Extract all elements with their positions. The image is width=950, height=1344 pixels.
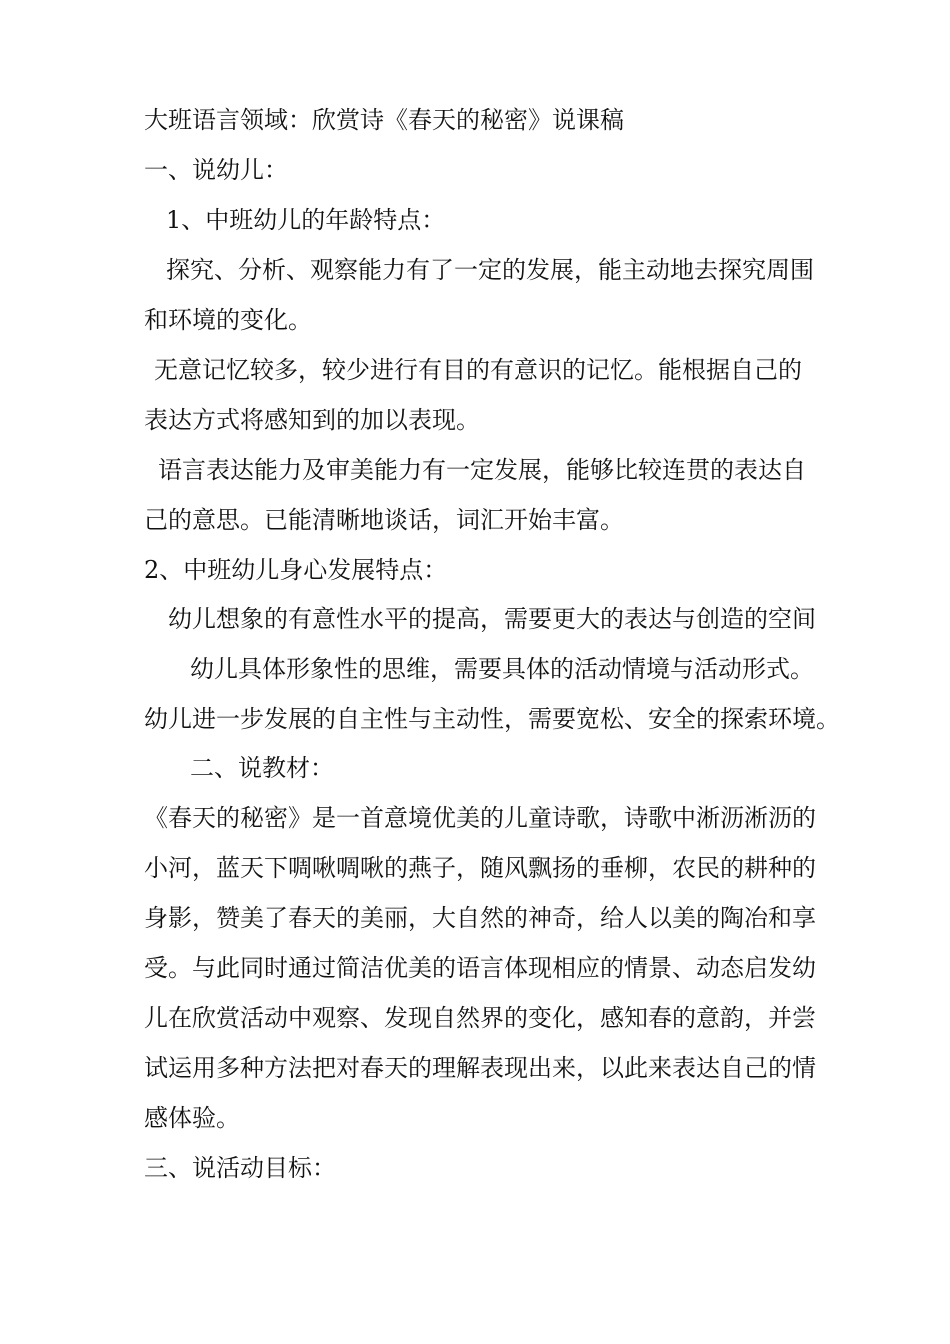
paragraph-line: 语言表达能力及审美能力有一定发展，能够比较连贯的表达自 xyxy=(158,456,806,484)
paragraph-line: 《春天的秘密》是一首意境优美的儿童诗歌，诗歌中淅沥淅沥的 xyxy=(144,804,816,832)
paragraph-line: 和环境的变化。 xyxy=(144,306,312,334)
paragraph-line: 幼儿具体形象性的思维，需要具体的活动情境与活动形式。 xyxy=(190,655,814,683)
paragraph-line: 己的意思。已能清晰地谈话，词汇开始丰富。 xyxy=(144,506,624,534)
paragraph-line: 小河，蓝天下啁啾啁啾的燕子，随风飘扬的垂柳，农民的耕种的 xyxy=(144,854,816,882)
paragraph-line: 幼儿进一步发展的自主性与主动性，需要宽松、安全的探索环境。 xyxy=(144,705,840,733)
paragraph-line: 表达方式将感知到的加以表现。 xyxy=(144,406,480,434)
document-title: 大班语言领域：欣赏诗《春天的秘密》说课稿 xyxy=(144,106,624,134)
subsection-heading: 2、中班幼儿身心发展特点： xyxy=(144,556,448,584)
paragraph-line: 试运用多种方法把对春天的理解表现出来，以此来表达自己的情 xyxy=(144,1054,816,1082)
paragraph-line: 儿在欣赏活动中观察、发现自然界的变化，感知春的意韵，并尝 xyxy=(144,1004,816,1032)
section-heading: 一、说幼儿： xyxy=(144,156,288,184)
section-heading: 三、说活动目标： xyxy=(144,1154,336,1182)
paragraph-line: 幼儿想象的有意性水平的提高，需要更大的表达与创造的空间 xyxy=(168,605,816,633)
paragraph-line: 受。与此同时通过简洁优美的语言体现相应的情景、动态启发幼 xyxy=(144,954,816,982)
paragraph-line: 探究、分析、观察能力有了一定的发展，能主动地去探究周围 xyxy=(166,256,814,284)
subsection-heading: 1、中班幼儿的年龄特点： xyxy=(166,206,446,234)
paragraph-line: 感体验。 xyxy=(144,1104,240,1132)
paragraph-line: 无意记忆较多，较少进行有目的有意识的记忆。能根据自己的 xyxy=(154,356,802,384)
paragraph-line: 身影，赞美了春天的美丽，大自然的神奇，给人以美的陶冶和享 xyxy=(144,904,816,932)
section-heading: 二、说教材： xyxy=(190,754,334,782)
